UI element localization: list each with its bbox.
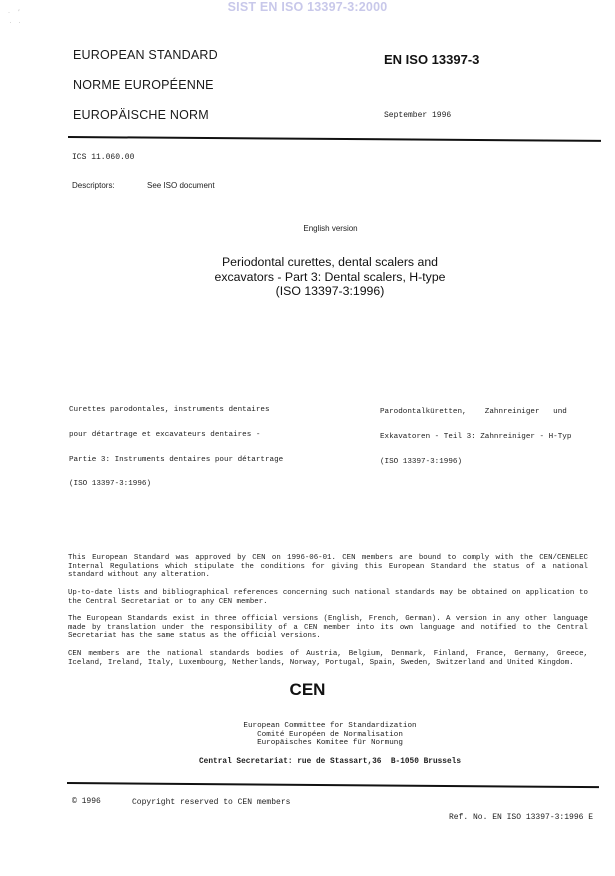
watermark: SIST EN ISO 13397-3:2000 bbox=[227, 0, 388, 14]
header-line-en: EUROPEAN STANDARD bbox=[73, 48, 218, 62]
approval-paragraph: This European Standard was approved by CEN on 1996-06-01. CEN members are bound to comply with the CEN/CENELEC Internal Regulations which stipulate the conditions for giving this European Standard the status of a national standard without any alteration. bbox=[68, 554, 588, 580]
header-line-de: EUROPÄISCHE NORM bbox=[73, 108, 209, 122]
committee-name-de: Europäisches Komitee für Normung bbox=[257, 739, 403, 748]
german-line: Parodontalküretten, Zahnreiniger und bbox=[380, 408, 567, 417]
french-line: pour détartrage et excavateurs dentaires - bbox=[69, 431, 261, 440]
versions-paragraph: The European Standards exist in three official versions (English, French, German). A version in any other language made by translation under the responsibility of a CEN member into its own language and notified to the Central Secretariat has the same status as the official versions. bbox=[68, 615, 588, 641]
language-version: English version bbox=[303, 224, 358, 233]
footer-divider bbox=[67, 782, 599, 788]
copyright-text: Copyright reserved to CEN members bbox=[132, 798, 291, 807]
cen-committee-names bbox=[180, 722, 480, 748]
title-line: excavators - Part 3: Dental scalers, H-type bbox=[214, 269, 446, 284]
document-number: EN ISO 13397-3 bbox=[384, 52, 480, 67]
committee-name-fr: Comité Européen de Normalisation bbox=[257, 730, 403, 739]
descriptors-label: Descriptors: bbox=[72, 181, 115, 190]
document-title bbox=[190, 255, 470, 299]
french-line: (ISO 13397-3:1996) bbox=[69, 480, 152, 489]
references-paragraph: Up-to-date lists and bibliographical references concerning such national standards may be obtained on application to the Central Secretariat or to any CEN member. bbox=[68, 589, 588, 606]
reference-number: Ref. No. EN ISO 13397-3:1996 E bbox=[449, 813, 594, 822]
french-line: Curettes parodontales, instruments dentaires bbox=[69, 406, 270, 415]
title-line: (ISO 13397-3:1996) bbox=[275, 284, 385, 298]
members-paragraph: CEN members are the national standards bodies of Austria, Belgium, Denmark, Finland, France, Germany, Greece, Iceland, Ireland, Italy, Luxembourg, Netherlands, Norway, Portugal, Spain, Sweden, Switzerland and United Kingdom. bbox=[68, 650, 588, 667]
scan-artifacts: · ′ · · bbox=[8, 10, 21, 26]
central-secretariat-address: Central Secretariat: rue de Stassart,36 B-1050 Brussels bbox=[199, 758, 462, 766]
header-divider bbox=[68, 136, 601, 142]
german-line: Exkavatoren - Teil 3: Zahnreiniger - H-Typ bbox=[380, 433, 572, 442]
copyright-year: © 1996 bbox=[72, 797, 101, 806]
title-german bbox=[380, 392, 571, 474]
ics-code: ICS 11.060.00 bbox=[72, 153, 135, 162]
german-line: (ISO 13397-3:1996) bbox=[380, 457, 463, 466]
header-line-fr: NORME EUROPÉENNE bbox=[73, 78, 214, 92]
descriptors-value: See ISO document bbox=[147, 181, 215, 190]
publication-date: September 1996 bbox=[384, 111, 452, 120]
french-line: Partie 3: Instruments dentaires pour détartrage bbox=[69, 455, 284, 464]
committee-name-en: European Committee for Standardization bbox=[243, 722, 417, 730]
cen-logo-text: CEN bbox=[289, 680, 326, 699]
title-line: Periodontal curettes, dental scalers and bbox=[221, 255, 438, 269]
title-french bbox=[69, 390, 283, 497]
